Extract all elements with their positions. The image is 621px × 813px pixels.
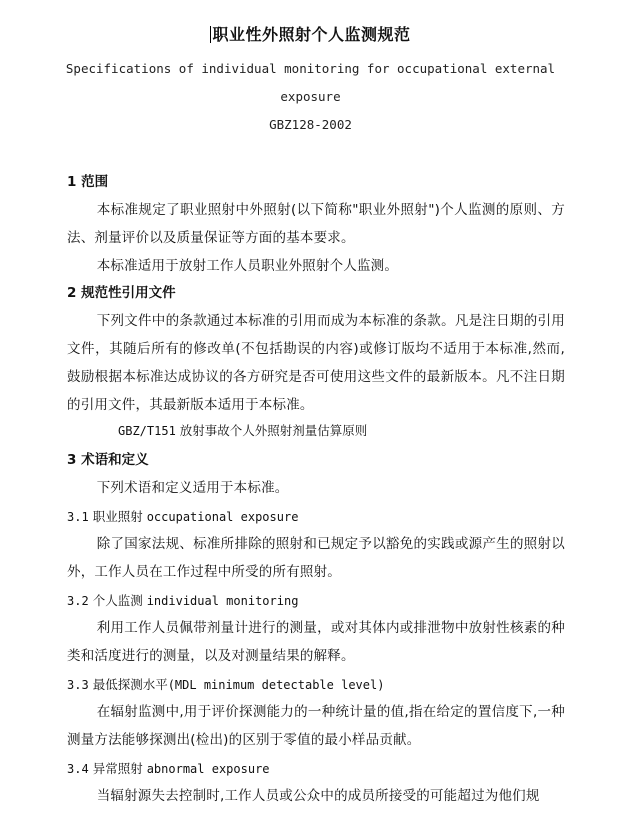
term-en: abnormal exposure — [146, 762, 270, 776]
term-cn: 异常照射 — [92, 761, 143, 776]
title-en-line-1: Specifications of individual monitoring for occupational external — [65, 61, 556, 76]
term-3-1-definition: 除了国家法规、标准所排除的照射和已规定予以豁免的实践或源产生的照射以外，工作人员在工作过程中所受的所有照射。 — [67, 536, 565, 580]
section-1-paragraph-1: 本标准规定了职业照射中外照射(以下简称"职业外照射")个人监测的原则、方法、剂量评价以及质量保证等方面的基本要求。 — [67, 202, 565, 246]
term-cn: 个人监测 — [92, 593, 143, 608]
term-en: (MDL minimum detectable level) — [167, 678, 385, 692]
reference-title: 放射事故个人外照射剂量估算原则 — [179, 423, 368, 438]
term-3-4-definition: 当辐射源失去控制时,工作人员或公众中的成员所接受的可能超过为他们规 — [96, 788, 540, 804]
section-2-heading: 2 规范性引用文件 — [67, 285, 176, 301]
term-3-2 — [67, 591, 298, 611]
reference-code: GBZ/T151 — [118, 424, 176, 438]
term-3-2-definition: 利用工作人员佩带剂量计进行的测量，或对其体内或排泄物中放射性核素的种类和活度进行的测量，以及对测量结果的解释。 — [67, 620, 565, 664]
term-3-3 — [67, 675, 384, 695]
section-3-intro: 下列术语和定义适用于本标准。 — [96, 480, 289, 496]
term-3-4 — [67, 759, 270, 779]
section-1-heading: 1 范围 — [67, 174, 109, 190]
term-en: individual monitoring — [146, 594, 299, 608]
term-number: 3.3 — [67, 678, 89, 692]
term-number: 3.2 — [67, 594, 89, 608]
term-cn: 最低探测水平 — [92, 677, 168, 692]
term-number: 3.4 — [67, 762, 89, 776]
document-title — [0, 24, 621, 46]
term-3-3-definition: 在辐射监测中,用于评价探测能力的一种统计量的值,指在给定的置信度下,一种测量方法能够探测出(检出)的区别于零值的最小样品贡献。 — [67, 704, 565, 748]
normative-reference — [118, 421, 367, 441]
section-2-paragraph-1: 下列文件中的条款通过本标准的引用而成为本标准的条款。凡是注日期的引用文件，其随后所有的修改单(不包括勘误的内容)或修订版均不适用于本标准,然而,鼓励根据本标准达成协议的各方研究是否可使用这些文件的最新版本。凡不注日期的引用文件，其最新版本适用于本标准。 — [67, 313, 565, 413]
term-cn: 职业照射 — [92, 509, 143, 524]
term-en: occupational exposure — [146, 510, 299, 524]
title-cn: 职业性外照射个人监测规范 — [212, 25, 411, 44]
term-number: 3.1 — [67, 510, 89, 524]
section-3-heading: 3 术语和定义 — [67, 452, 149, 468]
section-1-paragraph-2: 本标准适用于放射工作人员职业外照射个人监测。 — [96, 258, 399, 274]
standard-code: GBZ128-2002 — [269, 117, 352, 132]
title-en-line-2: exposure — [280, 89, 341, 104]
term-3-1 — [67, 507, 298, 527]
